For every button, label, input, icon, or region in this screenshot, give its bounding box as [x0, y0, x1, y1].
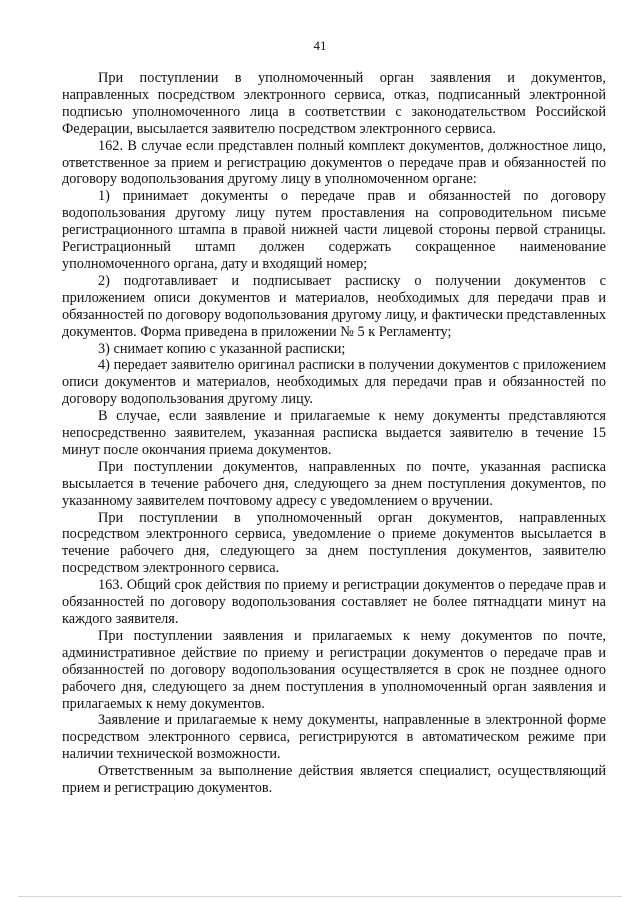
scan-edge-line — [18, 896, 622, 897]
paragraph-item-1: 1) принимает документы о передаче прав и обязанностей по договору водопользования другому лицу путем проставления на сопроводительном письме регистрационного штампа в правой нижней части лицевой стороны первой страницы. Регистрационный штамп должен содержать сокращенное наименование уполномоченного органа, дату и входящий номер; — [62, 188, 606, 272]
paragraph-electronic-registration: Заявление и прилагаемые к нему документы, направленные в электронной форме посредством электронного сервиса, регистрируются в автоматическом режиме при наличии технической возможности. — [62, 712, 606, 763]
document-body — [62, 70, 606, 797]
page-number: 41 — [313, 38, 327, 53]
paragraph-item-3: 3) снимает копию с указанной расписки; — [98, 340, 346, 357]
paragraph-responsible-person: Ответственным за выполнение действия является специалист, осуществляющий прием и регистрацию документов. — [62, 763, 606, 797]
paragraph-receipt-electronic: При поступлении в уполномоченный орган документов, направленных посредством электронного сервиса, уведомление о приеме документов высылается в течение рабочего дня, следующего за днем поступления документов, заявителю посредством электронного сервиса. — [62, 509, 606, 577]
paragraph-item-4: 4) передает заявителю оригинал расписки в получении документов с приложением описи документов и материалов, необходимых для передачи прав и обязанностей по договору водопользования другому лицу. — [62, 357, 606, 408]
paragraph-receipt-in-person: В случае, если заявление и прилагаемые к нему документы представляются непосредственно заявителем, указанная расписка выдается заявителю в течение 15 минут после окончания приема документов. — [62, 408, 606, 458]
paragraph-electronic-refusal: При поступлении в уполномоченный орган заявления и документов, направленных посредством электронного сервиса, отказ, подписанный электронной подписью уполномоченного лица в соответствии с законодательством Российской Федерации, высылается заявителю посредством электронного сервиса. — [62, 70, 606, 137]
paragraph-163-term: 163. Общий срок действия по приему и регистрации документов о передаче прав и обязанностей по договору водопользования составляет не более пятнадцати минут на каждого заявителя. — [62, 577, 606, 627]
paragraph-postal-term: При поступлении заявления и прилагаемых к нему документов по почте, административное действие по приему и регистрации документов о передаче прав и обязанностей по договору водопользования осуществляется в срок не позднее одного рабочего дня, следующего за днем поступления в уполномоченный орган заявления и прилагаемых к нему документов. — [62, 627, 606, 712]
paragraph-item-2: 2) подготавливает и подписывает расписку о получении документов с приложением описи документов и материалов, необходимых для передачи прав и обязанностей по договору водопользования другому лицу, и фактически представленных документов. Форма приведена в приложении № 5 к Регламенту; — [62, 272, 606, 340]
paragraph-receipt-by-mail: При поступлении документов, направленных по почте, указанная расписка высылается в течение рабочего дня, следующего за днем поступления документов, по указанному заявителем почтовому адресу с уведомлением о вручении. — [62, 458, 606, 509]
paragraph-162-intro: 162. В случае если представлен полный комплект документов, должностное лицо, ответственное за прием и регистрацию документов о передаче прав и обязанностей по договору водопользования другому лицу в уполномоченном органе: — [62, 137, 606, 188]
